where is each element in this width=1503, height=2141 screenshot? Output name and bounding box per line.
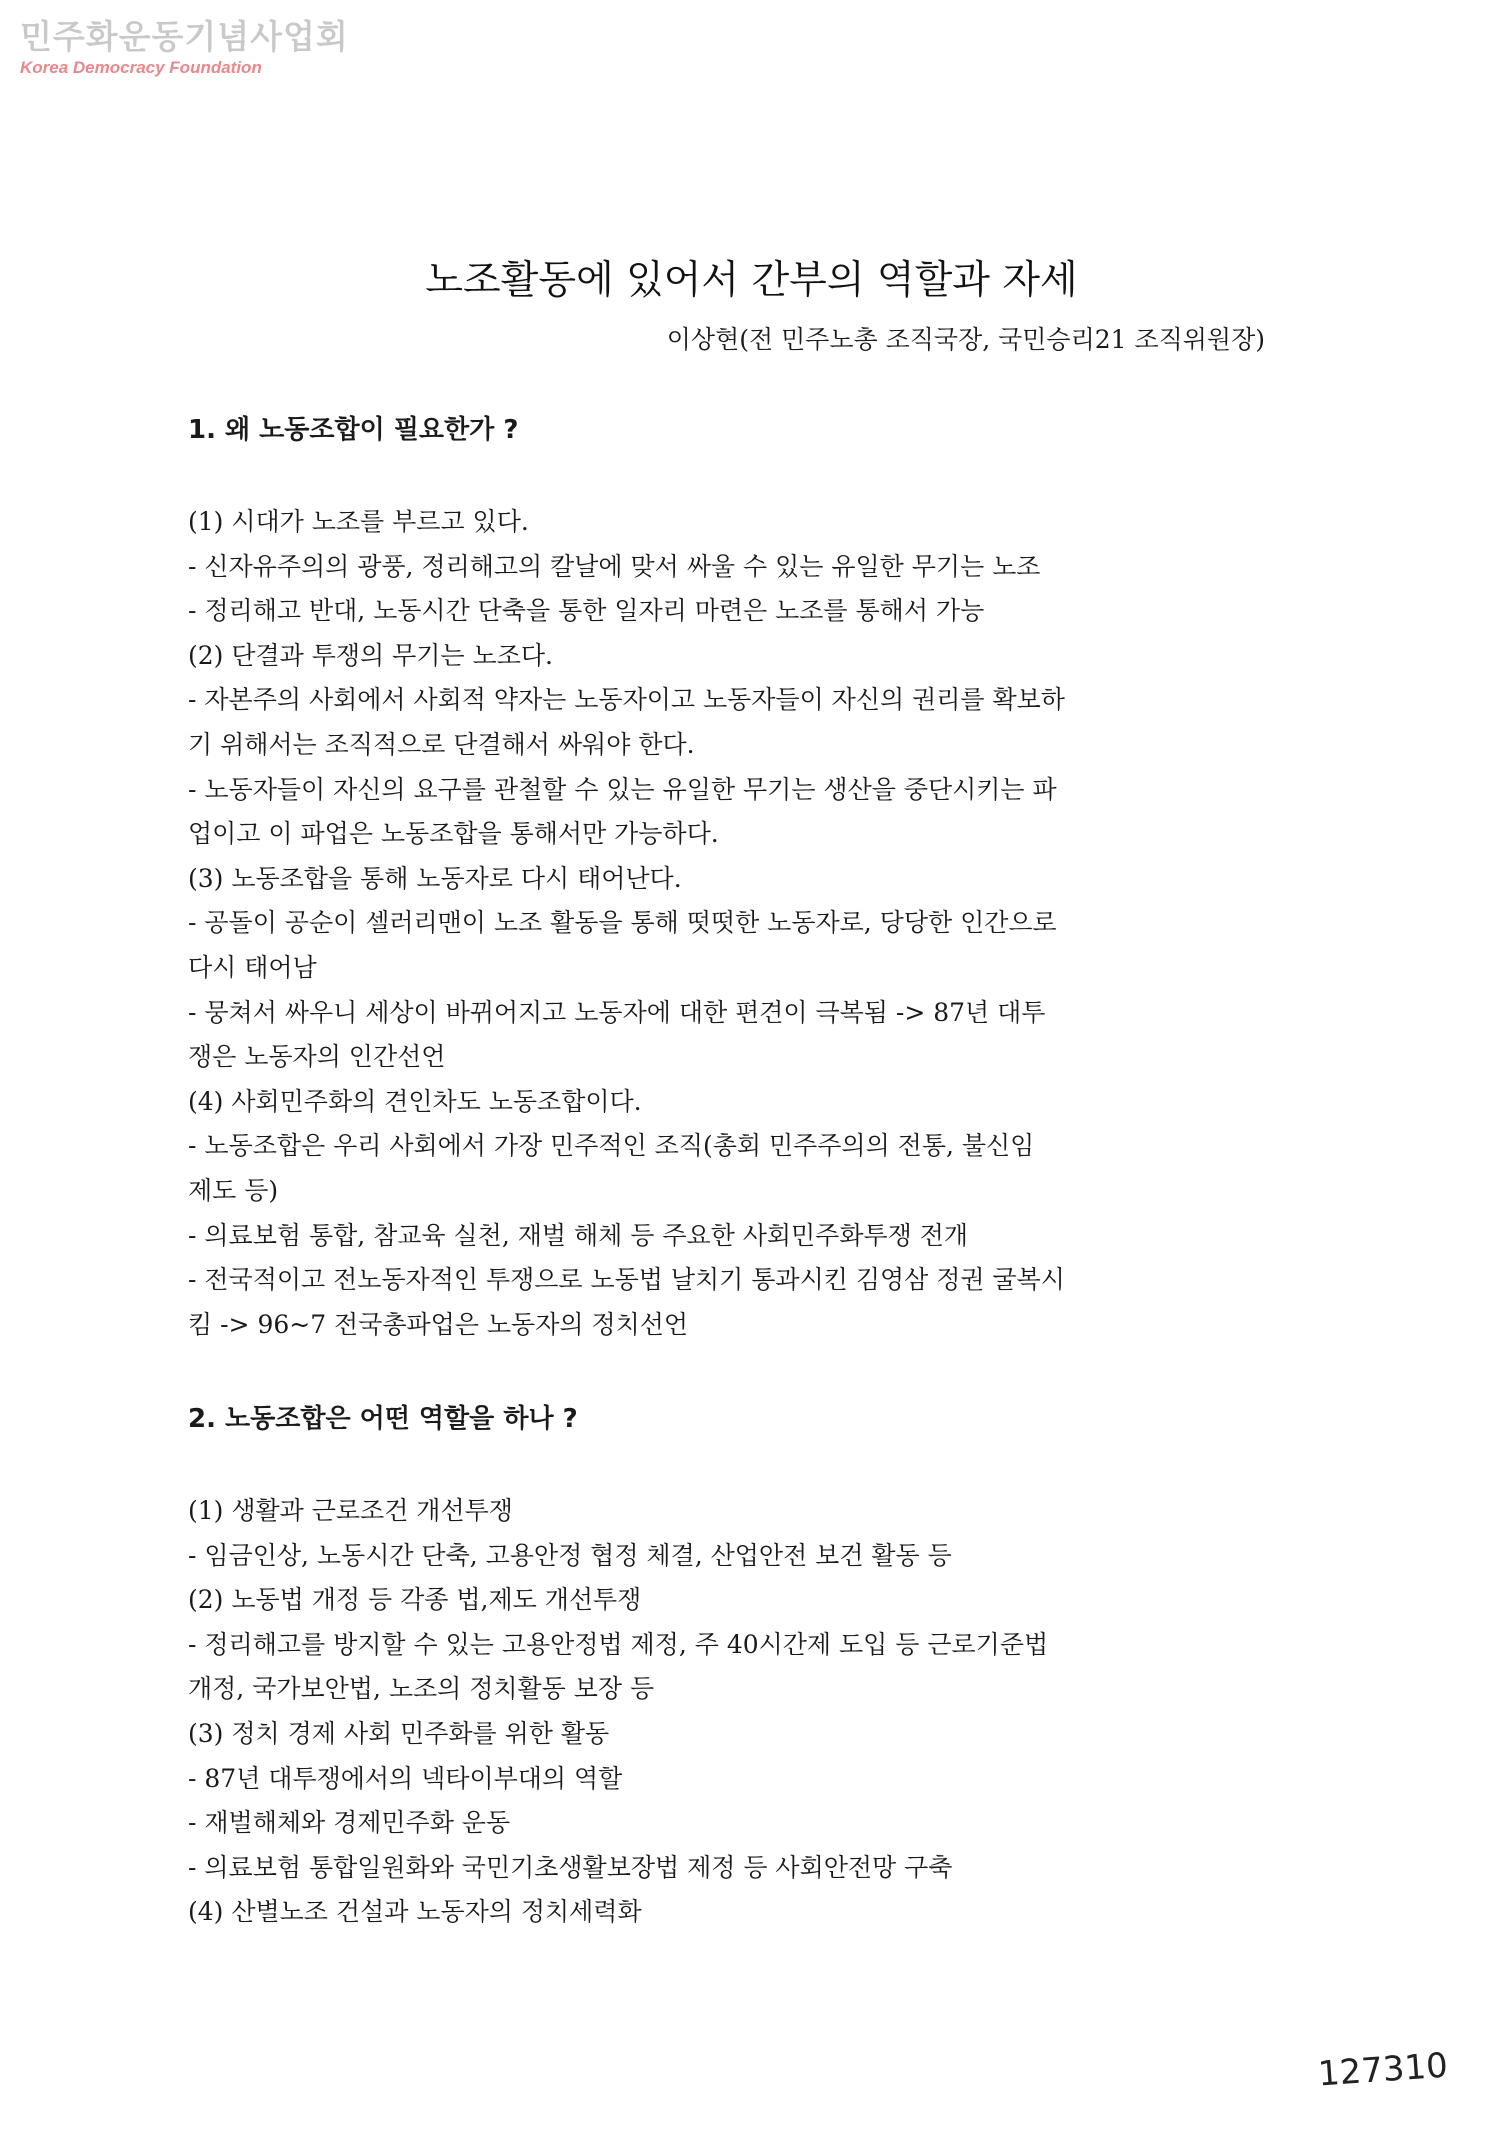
logo-korean-text: 민주화운동기념사업회 bbox=[20, 17, 349, 56]
body-line: - 의료보험 통합일원화와 국민기초생활보장법 제정 등 사회안전망 구축 bbox=[188, 1852, 953, 1882]
foundation-logo bbox=[20, 18, 349, 78]
section-2-body bbox=[188, 1489, 1268, 1935]
body-line: - 노동조합은 우리 사회에서 가장 민주적인 조직(총회 민주주의의 전통, 불신임 bbox=[188, 1131, 1035, 1161]
body-line: - 신자유주의의 광풍, 정리해고의 칼날에 맞서 싸울 수 있는 유일한 무기는 노조 bbox=[188, 551, 1041, 581]
body-line: 제도 등) bbox=[188, 1175, 279, 1205]
body-line: - 정리해고를 방지할 수 있는 고용안정법 제정, 주 40시간제 도입 등 근로기준법 bbox=[188, 1629, 1049, 1659]
body-line: - 전국적이고 전노동자적인 투쟁으로 노동법 날치기 통과시킨 김영삼 정권 굴복시 bbox=[188, 1265, 1065, 1295]
logo-english-text: Korea Democracy Foundation bbox=[20, 58, 262, 77]
body-line: (4) 산별노조 건설과 노동자의 정치세력화 bbox=[188, 1897, 642, 1927]
body-line: (3) 노동조합을 통해 노동자로 다시 태어난다. bbox=[188, 863, 682, 893]
body-line: (3) 정치 경제 사회 민주화를 위한 활동 bbox=[188, 1718, 610, 1748]
body-line: 다시 태어남 bbox=[188, 952, 317, 982]
body-line: 쟁은 노동자의 인간선언 bbox=[188, 1042, 446, 1072]
document-author: 이상현(전 민주노총 조직국장, 국민승리21 조직위원장) bbox=[666, 325, 1265, 354]
body-line: 킴 -> 96~7 전국총파업은 노동자의 정치선언 bbox=[188, 1309, 689, 1339]
body-line: - 재벌해체와 경제민주화 운동 bbox=[188, 1808, 511, 1838]
body-line: 업이고 이 파업은 노동조합을 통해서만 가능하다. bbox=[188, 819, 719, 849]
body-line: 개정, 국가보안법, 노조의 정치활동 보장 등 bbox=[188, 1674, 655, 1704]
body-line: (2) 단결과 투쟁의 무기는 노조다. bbox=[188, 640, 553, 670]
section-2-heading: 2. 노동조합은 어떤 역할을 하나 ? bbox=[188, 1404, 578, 1434]
body-line: 기 위해서는 조직적으로 단결해서 싸워야 한다. bbox=[188, 729, 695, 759]
body-line: - 임금인상, 노동시간 단축, 고용안정 협정 체결, 산업안전 보건 활동 등 bbox=[188, 1540, 952, 1570]
body-line: - 정리해고 반대, 노동시간 단축을 통한 일자리 마련은 노조를 통해서 가능 bbox=[188, 596, 985, 626]
body-line: - 자본주의 사회에서 사회적 약자는 노동자이고 노동자들이 자신의 권리를 확보하 bbox=[188, 685, 1065, 715]
body-line: (4) 사회민주화의 견인차도 노동조합이다. bbox=[188, 1086, 642, 1116]
body-line: - 뭉쳐서 싸우니 세상이 바뀌어지고 노동자에 대한 편견이 극복됨 -> 87년 대투 bbox=[188, 997, 1046, 1027]
body-line: - 87년 대투쟁에서의 넥타이부대의 역할 bbox=[188, 1763, 623, 1793]
section-1-heading: 1. 왜 노동조합이 필요한가 ? bbox=[188, 415, 519, 445]
body-line: - 의료보험 통합, 참교육 실천, 재벌 해체 등 주요한 사회민주화투쟁 전개 bbox=[188, 1220, 969, 1250]
section-1-body bbox=[188, 500, 1268, 1347]
body-line: (1) 시대가 노조를 부르고 있다. bbox=[188, 507, 529, 536]
handwritten-page-number: 127310 bbox=[1316, 2045, 1450, 2095]
body-line: - 공돌이 공순이 셀러리맨이 노조 활동을 통해 떳떳한 노동자로, 당당한 인간으로 bbox=[188, 908, 1057, 938]
body-line: - 노동자들이 자신의 요구를 관철할 수 있는 유일한 무기는 생산을 중단시키는 파 bbox=[188, 774, 1057, 804]
body-line: (1) 생활과 근로조건 개선투쟁 bbox=[188, 1496, 513, 1525]
body-line: (2) 노동법 개정 등 각종 법,제도 개선투쟁 bbox=[188, 1585, 642, 1615]
document-title: 노조활동에 있어서 간부의 역할과 자세 bbox=[425, 258, 1078, 303]
